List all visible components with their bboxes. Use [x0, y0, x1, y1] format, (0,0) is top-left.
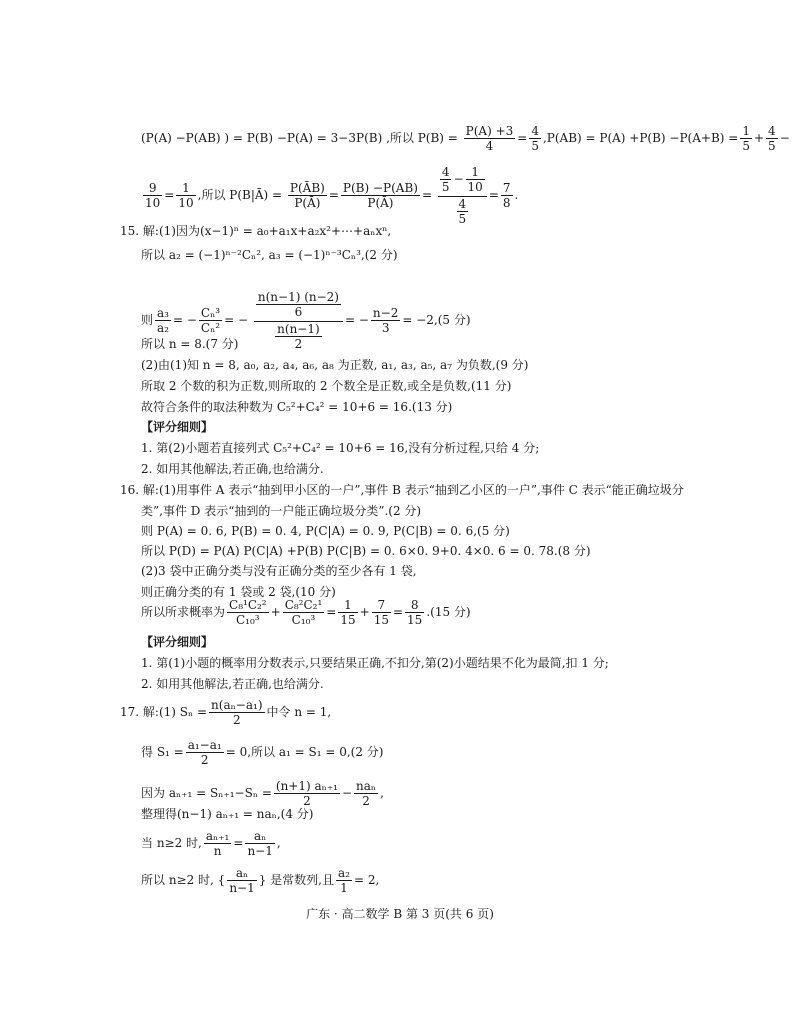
fraction: $\frac{\text{C₈²C₂¹}}{\text{C₁₀³}}$	[284, 598, 323, 627]
q17-line-4: 整理得(n−1) aₙ₊₁ = naₙ,(4 分)	[141, 807, 314, 821]
q16-rule-1: 1. 第(1)小题的概率用分数表示,只要结果正确,不扣分,第(2)小题结果不化为最简,扣 1 分;	[141, 656, 609, 670]
fraction: $\frac{7}{8}$	[502, 181, 511, 210]
q15-rule-title: 【评分细则】	[141, 420, 214, 434]
q15-line-7: 故符合条件的取法种数为 C₅²+C₄² = 10+6 = 16.(13 分)	[141, 400, 453, 414]
fraction: $\frac{4}{5}$	[768, 124, 776, 153]
fraction: $\frac{1}{10}$	[467, 165, 483, 194]
q15-line-5: (2)由(1)知 n = 8, a₀, a₂, a₄, a₆, a₈ 为正数, a₁, a₃, a₅, a₇ 为负数,(9 分)	[141, 358, 529, 372]
q15-rule-1: 1. 第(2)小题若直接列式 C₅²+C₄² = 10+6 = 16,没有分析过程,只给 4 分;	[141, 441, 540, 455]
fraction: $\frac{\text{aₙ₊₁}}{n}$	[205, 829, 230, 858]
page-footer: 广东 · 高二数学 B 第 3 页(共 6 页)	[306, 907, 494, 921]
q17-line-2: 得 S₁ = $\frac{\text{a₁−a₁}}{2}$ = 0,所以 a₁ = S₁ = 0,(2 分)	[141, 738, 384, 767]
q16-line-5: (2)3 袋中正确分类与没有正确分类的至少各有 1 袋,	[141, 564, 417, 578]
fraction: $\frac{P(ĀB)}{P(Ā)}$	[289, 181, 325, 210]
q17-line-6: 所以 n≥2 时, { $\frac{\text{aₙ}}{n-1}$ } 是常数列,且 $\frac{\text{a₂}}{1}$ = 2,	[141, 866, 380, 895]
q15-line-3: 则 $\frac{\text{a₃}}{\text{a₂}}$ = − $\frac{\text{Cₙ³}}{\text{Cₙ²}}$ = − $\frac{\frac{n(n-1) (n-2)}{6}}{\frac{n(n-1)}{2}}$ = − $\frac{n-2}{3}$ = −2,(5 分)	[141, 290, 471, 351]
q15-rule-2: 2. 如用其他解法,若正确,也给满分.	[141, 462, 324, 476]
fraction: $\frac{P(A) +3}{4}$	[465, 124, 514, 153]
q17-line-3: 因为 aₙ₊₁ = Sₙ₊₁−Sₙ = $\frac{\text{(n+1) aₙ₊₁}}{2}$ − $\frac{\text{naₙ}}{2}$ ,	[141, 779, 384, 808]
continuation-line-2: $\frac{9}{10}$ = $\frac{1}{10}$ ,所以 P(B|Ā) = $\frac{P(ĀB)}{P(Ā)}$ = $\frac{P(B) -P(AB)}{P(Ā)}$ = $\frac{4}{5}$ − $\frac{1}{10}$ $\frac{4}{5}$ = $\frac{7}{8}$ .	[145, 165, 519, 226]
fraction: $\frac{4}{5}$	[458, 197, 467, 226]
fraction: $\frac{P(B) -P(AB)}{P(Ā)}$	[342, 181, 418, 210]
fraction: $\frac{\text{naₙ}}{2}$	[356, 779, 377, 808]
fraction: $\frac{4}{5}$	[531, 124, 539, 153]
fraction: $\frac{n(n-1) (n-2)}{6}$	[257, 290, 339, 319]
fraction: $\frac{\text{C₈¹C₂²}}{\text{C₁₀³}}$	[229, 598, 267, 627]
fraction: $\frac{4}{5}$	[441, 165, 450, 194]
q17-line-5: 当 n≥2 时, $\frac{\text{aₙ₊₁}}{n}$ = $\frac{\text{aₙ}}{n-1}$ ,	[141, 829, 281, 858]
fraction: $\frac{9}{10}$	[145, 181, 161, 210]
fraction: $\frac{\text{aₙ}}{n-1}$	[247, 829, 273, 858]
q16-line-7: 所以所求概率为 $\frac{\text{C₈¹C₂²}}{\text{C₁₀³}}$ + $\frac{\text{C₈²C₂¹}}{\text{C₁₀³}}$ = $\frac{1}{15}$ + $\frac{7}{15}$ = $\frac{8}{15}$ .(15 分)	[141, 598, 471, 627]
q16-rule-title: 【评分细则】	[141, 635, 214, 649]
fraction: $\frac{\text{n(aₙ−a₁)}}{2}$	[211, 698, 263, 727]
q17-line-1: 17. 解:(1) Sₙ = $\frac{\text{n(aₙ−a₁)}}{2}$ 中令 n = 1,	[120, 698, 332, 727]
q15-line-4: 所以 n = 8.(7 分)	[141, 337, 239, 351]
fraction: $\frac{1}{5}$	[742, 124, 750, 153]
fraction: $\frac{8}{15}$	[407, 598, 423, 627]
q15-line-2: 所以 a₂ = (−1)ⁿ⁻²Cₙ², a₃ = (−1)ⁿ⁻³Cₙ³,(2 分)	[141, 248, 398, 262]
fraction: $\frac{\text{a₁−a₁}}{2}$	[187, 738, 222, 767]
q16-line-1: 16. 解:(1)用事件 A 表示“抽到甲小区的一户”,事件 B 表示“抽到乙小区的一户”,事件 C 表示“能正确垃圾分	[120, 483, 684, 497]
q16-line-3: 则 P(A) = 0. 6, P(B) = 0. 4, P(C|A) = 0. 9, P(C|B) = 0. 6,(5 分)	[141, 524, 510, 538]
fraction: $\frac{\text{a₃}}{\text{a₂}}$	[157, 306, 169, 335]
fraction: $\frac{n-2}{3}$	[372, 306, 399, 335]
fraction: $\frac{7}{15}$	[373, 598, 389, 627]
q16-line-2: 类”,事件 D 表示“抽到的一户能正确垃圾分类”.(2 分)	[141, 504, 422, 518]
fraction: $\frac{\text{(n+1) aₙ₊₁}}{2}$	[275, 779, 338, 808]
fraction: $\frac{n(n-1)}{2}$	[277, 322, 320, 351]
q16-line-6: 则正确分类的有 1 袋或 2 袋,(10 分)	[141, 585, 336, 599]
q15-line-6: 所取 2 个数的积为正数,则所取的 2 个数全是正数,或全是负数,(11 分)	[141, 379, 512, 393]
continuation-line-1: (P(A) −P(AB) ) = P(B) −P(A) = 3−3P(B) ,所以 P(B) = $\frac{P(A) +3}{4}$ = $\frac{4}{5}$ ,P(AB) = P(A) +P(B) −P(A+B) = $\frac{1}{5}$ + $\frac{4}{5}$ −	[141, 124, 790, 153]
fraction: $\frac{1}{10}$	[178, 181, 194, 210]
q15-line-1: 15. 解:(1)因为(x−1)ⁿ = a₀+a₁x+a₂x²+⋯+aₙxⁿ,	[120, 224, 392, 238]
q16-line-4: 所以 P(D) = P(A) P(C|A) +P(B) P(C|B) = 0. 6×0. 9+0. 4×0. 6 = 0. 78.(8 分)	[141, 544, 591, 558]
compound-fraction	[254, 290, 343, 351]
q16-rule-2: 2. 如用其他解法,若正确,也给满分.	[141, 677, 324, 691]
fraction: $\frac{1}{15}$	[340, 598, 356, 627]
fraction: $\frac{\text{Cₙ³}}{\text{Cₙ²}}$	[200, 306, 221, 335]
compound-fraction: $\frac{4}{5}$ − $\frac{1}{10}$ $\frac{4}{5}$	[438, 165, 487, 226]
fraction: $\frac{\text{aₙ}}{n-1}$	[229, 866, 255, 895]
fraction: $\frac{\text{a₂}}{1}$	[338, 866, 350, 895]
